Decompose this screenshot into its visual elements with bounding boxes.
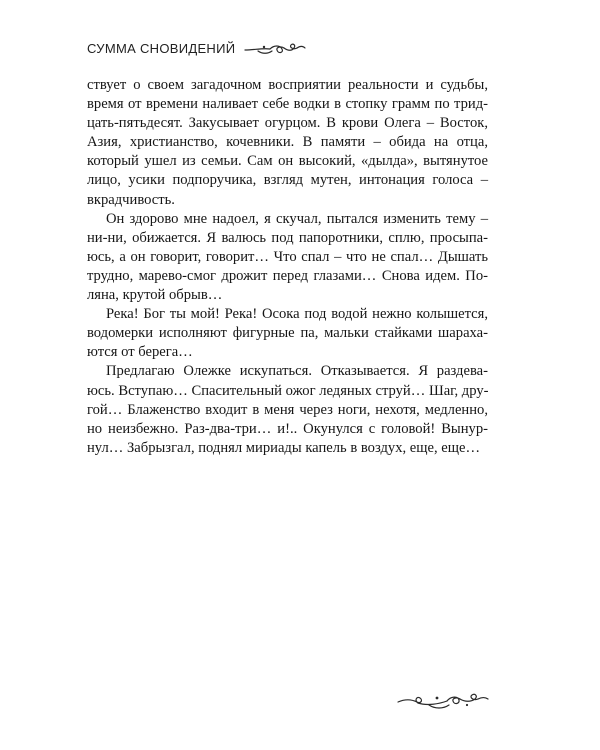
text-line: цать-пятьдесят. Закусывает огурцом. В крови Олега – Восток,	[87, 115, 488, 132]
text-line: Река! Бог ты мой! Река! Осока под водой нежно колышется,	[106, 306, 488, 323]
text-line: ствует о своем загадочном восприятии реальности и судьбы,	[87, 77, 488, 93]
text-line: ляна, крутой обрыв…	[87, 287, 223, 304]
text-line: Азия, христианство, кочевники. В памяти – обида на отца,	[87, 134, 488, 151]
text-line: юсь, а он говорит, говорит… Что спал – что не спал… Дышать	[87, 248, 488, 265]
text-line: Он здорово мне надоел, я скучал, пытался изменить тему –	[106, 210, 488, 227]
text-line: водомерки исполняют фигурные па, мальки стайками шараха-	[87, 325, 488, 342]
running-head-title: СУММА СНОВИДЕНИЙ	[87, 40, 236, 56]
text-line: лицо, усики подпоручика, взгляд мутен, интонация голоса –	[87, 172, 488, 189]
flourish-ornament-icon	[244, 42, 306, 56]
text-line: Предлагаю Олежке искупаться. Отказывается. Я раздева-	[106, 363, 488, 380]
text-line: время от времени наливает себе водки в стопку грамм по трид-	[87, 96, 488, 113]
running-head	[87, 40, 306, 56]
text-line: трудно, марево-смог дрожит перед глазами… Снова идем. По-	[87, 267, 488, 284]
text-line: гой… Блаженство входит в меня через ноги, нехотя, медленно,	[87, 401, 488, 418]
text-line: ются от берега…	[87, 344, 193, 361]
text-line: но неизбежно. Раз-два-три… и!.. Окунулся с головой! Вынyр-	[87, 420, 488, 437]
paragraph	[87, 305, 488, 362]
paragraph	[87, 362, 488, 457]
body-text	[87, 76, 488, 458]
text-line: ни-ни, обижается. Я валюсь под папоротники, сплю, просыпа-	[87, 229, 488, 246]
paragraph	[87, 210, 488, 305]
text-line: вкрадчивость.	[87, 191, 175, 208]
text-line: который ушел из семьи. Сам он высокий, «дылда», вытянутое	[87, 153, 488, 170]
text-line: нул… Забрызгал, поднял мириады капель в воздух, еще, еще…	[87, 439, 481, 456]
text-line: юсь. Вступаю… Спасительный ожог ледяных струй… Шаг, дру-	[87, 382, 489, 399]
paragraph	[87, 76, 488, 210]
flourish-ornament-icon	[397, 690, 489, 712]
